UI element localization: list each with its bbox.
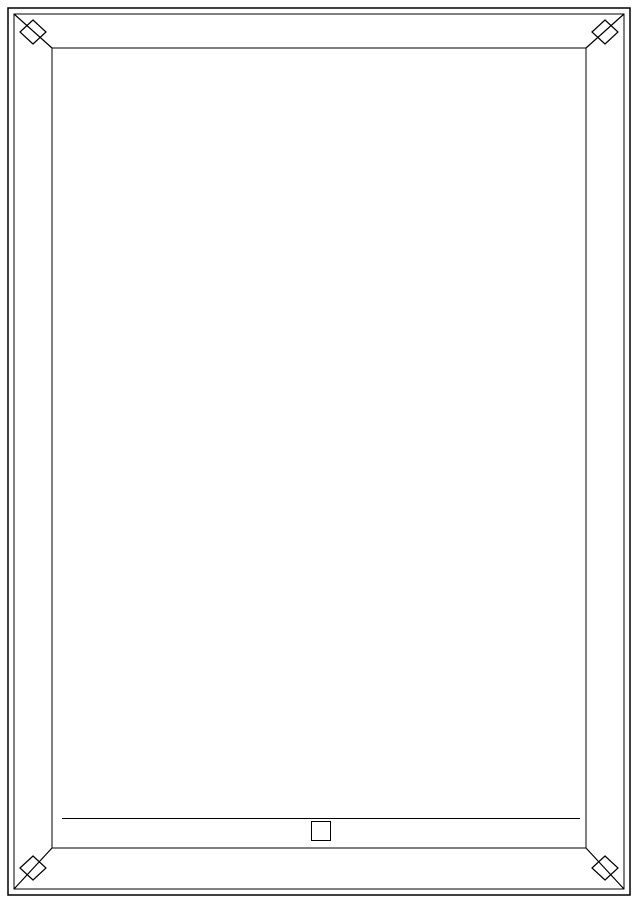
page-footer [62,818,580,843]
question-list [52,90,588,903]
page-number [311,821,331,841]
